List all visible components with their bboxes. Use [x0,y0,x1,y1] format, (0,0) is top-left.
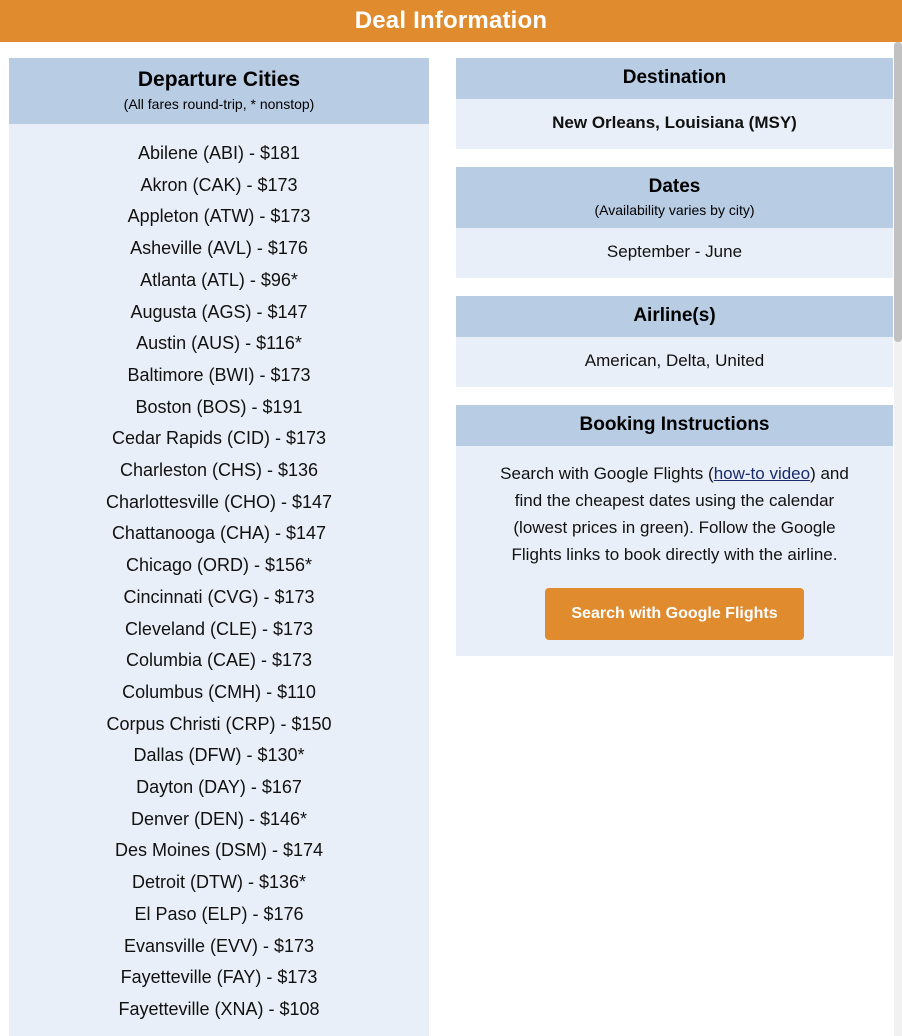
list-item: Asheville (AVL) - $176 [130,238,308,259]
dates-subtitle: (Availability varies by city) [594,202,755,218]
list-item: Charleston (CHS) - $136 [119,460,319,481]
departure-cities-title: Departure Cities [137,68,301,91]
list-item: Chattanooga (CHA) - $147 [111,523,327,544]
how-to-video-link[interactable]: how-to video [713,464,811,483]
list-item: Fayetteville (FAY) - $173 [120,967,318,988]
booking-instructions-card [456,405,893,656]
list-item: Charlottesville (CHO) - $147 [105,491,333,512]
list-item: Evansville (EVV) - $173 [123,935,315,956]
list-item: Akron (CAK) - $173 [140,174,298,195]
airlines-header [456,296,893,337]
booking-instructions-header [456,405,893,446]
list-item: Columbus (CMH) - $110 [122,681,316,702]
list-item: Appleton (ATW) - $173 [127,206,311,227]
list-item: Abilene (ABI) - $181 [137,143,301,163]
cta-wrapper [474,588,875,640]
booking-instructions-body [456,446,893,656]
list-item: Chicago (ORD) - $156* [125,555,313,576]
list-item: Austin (AUS) - $116* [136,333,302,354]
list-item: Cincinnati (CVG) - $173 [123,586,315,607]
departure-cities-body [9,124,429,1036]
list-item: Dayton (DAY) - $167 [136,777,302,798]
departure-cities-subtitle: (All fares round-trip, * nonstop) [123,96,315,112]
list-item: Augusta (AGS) - $147 [130,301,308,322]
list-item: Detroit (DTW) - $136* [131,872,307,893]
dates-header [456,167,893,228]
list-item: Cleveland (CLE) - $173 [124,618,314,639]
list-item: Atlanta (ATL) - $96* [140,269,298,290]
search-with-google-flights-button[interactable]: Search with Google Flights [545,588,803,640]
scrollbar-thumb[interactable] [894,42,902,342]
list-item: Des Moines (DSM) - $174 [114,840,324,861]
dates-title: Dates [648,176,701,197]
list-item: Boston (BOS) - $191 [135,396,303,417]
list-item: Fayetteville (XNA) - $108 [118,998,320,1019]
list-item: Baltimore (BWI) - $173 [127,364,311,385]
deal-details-column [456,58,893,674]
departure-cities-header [9,58,429,124]
departure-cities-panel [9,58,429,1036]
list-item: Corpus Christi (CRP) - $150 [106,713,332,734]
airlines-card [456,296,893,387]
page-title: Deal Information [354,7,548,34]
booking-text-after-link: ) and find the cheapest dates using the calendar (lowest prices in green). Follow the Google Flights links to book directly with the airline. [511,464,849,564]
booking-instructions-text [474,460,875,568]
list-item: Denver (DEN) - $146* [130,808,308,829]
list-item: Cedar Rapids (CID) - $173 [111,428,327,449]
airlines-value: American, Delta, United [456,337,893,387]
booking-instructions-title: Booking Instructions [579,414,770,435]
list-item: Dallas (DFW) - $130* [133,745,305,766]
destination-header [456,58,893,99]
destination-card [456,58,893,149]
page-header [0,0,902,42]
destination-title: Destination [622,67,727,88]
dates-value: September - June [456,228,893,278]
content-area [0,42,902,1036]
airlines-title: Airline(s) [633,305,716,326]
booking-text-before-link: Search with Google Flights ( [500,464,714,483]
departure-city-list [17,138,421,1026]
dates-card [456,167,893,278]
destination-value: New Orleans, Louisiana (MSY) [456,99,893,149]
list-item: El Paso (ELP) - $176 [134,903,304,924]
vertical-scrollbar[interactable] [894,42,902,1036]
list-item: Columbia (CAE) - $173 [125,650,313,671]
